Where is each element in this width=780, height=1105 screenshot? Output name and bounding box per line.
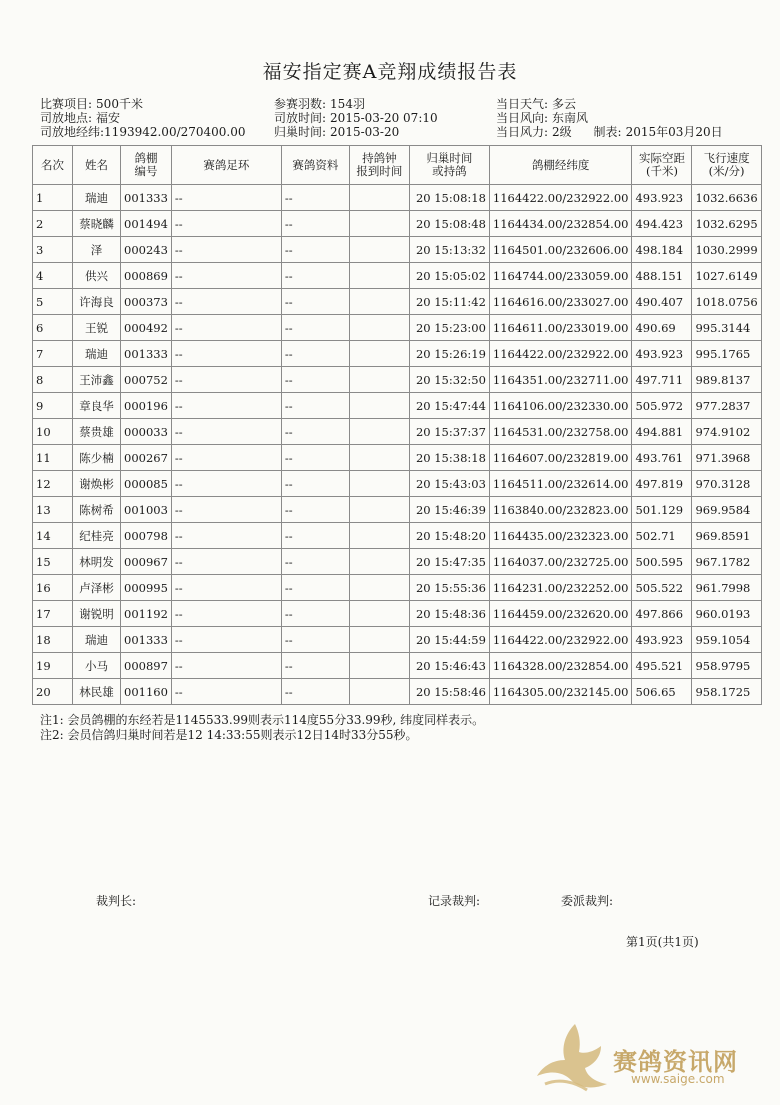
cell-rank: 8 — [33, 367, 73, 393]
cell-name: 纪桂亮 — [73, 523, 121, 549]
header-speed-line1: 飞行速度 — [703, 151, 750, 165]
cell-loft: 000897 — [121, 653, 172, 679]
info-event — [40, 97, 143, 111]
cell-coords: 1164328.00/232854.00 — [489, 653, 632, 679]
cell-name: 谢焕彬 — [73, 471, 121, 497]
cell-coords: 1164422.00/232922.00 — [489, 185, 632, 211]
cell-coords: 1164607.00/232819.00 — [489, 445, 632, 471]
cell-return-time: 20 15:23:00 — [409, 315, 489, 341]
cell-rank: 18 — [33, 627, 73, 653]
cell-info: -- — [281, 601, 349, 627]
table-row — [33, 653, 762, 679]
cell-speed: 969.8591 — [692, 523, 761, 549]
cell-ring: -- — [171, 185, 281, 211]
cell-rank: 2 — [33, 211, 73, 237]
info-event-value: 500千米 — [96, 97, 143, 111]
info-coords — [40, 125, 246, 139]
page-number: 第1页(共1页) — [626, 935, 699, 949]
cell-return-time: 20 15:55:36 — [409, 575, 489, 601]
info-coords-label: 司放地经纬: — [40, 125, 105, 139]
cell-name: 卢泽彬 — [73, 575, 121, 601]
cell-coords: 1164531.00/232758.00 — [489, 419, 632, 445]
cell-distance: 506.65 — [632, 679, 692, 705]
cell-coords: 1164422.00/232922.00 — [489, 341, 632, 367]
cell-return-time: 20 15:46:43 — [409, 653, 489, 679]
table-row — [33, 367, 762, 393]
info-place — [40, 111, 120, 125]
cell-distance: 501.129 — [632, 497, 692, 523]
cell-info: -- — [281, 549, 349, 575]
cell-ring: -- — [171, 367, 281, 393]
cell-speed: 1032.6636 — [692, 185, 761, 211]
cell-clock — [349, 601, 409, 627]
table-row — [33, 211, 762, 237]
cell-ring: -- — [171, 211, 281, 237]
cell-clock — [349, 575, 409, 601]
cell-name: 蔡贵雄 — [73, 419, 121, 445]
cell-clock — [349, 393, 409, 419]
note-1: 注1: 会员鸽棚的东经若是1145533.99则表示114度55分33.99秒, 纬度同样表示。 — [40, 713, 485, 727]
cell-info: -- — [281, 497, 349, 523]
header-loft-line1: 鸽棚 — [134, 151, 158, 165]
cell-name: 王沛鑫 — [73, 367, 121, 393]
cell-distance: 494.423 — [632, 211, 692, 237]
info-place-label: 司放地点: — [40, 111, 93, 125]
cell-info: -- — [281, 237, 349, 263]
signature-recorder: 记录裁判: — [428, 894, 481, 908]
cell-name: 陈少楠 — [73, 445, 121, 471]
header-clock-line2: 报到时间 — [356, 164, 403, 178]
header-distance-line1: 实际空距 — [638, 151, 685, 165]
cell-distance: 505.972 — [632, 393, 692, 419]
header-ring: 赛鸽足环 — [171, 146, 281, 185]
cell-clock — [349, 471, 409, 497]
cell-clock — [349, 185, 409, 211]
cell-return-time: 20 15:26:19 — [409, 341, 489, 367]
cell-speed: 967.1782 — [692, 549, 761, 575]
cell-info: -- — [281, 393, 349, 419]
cell-coords: 1164611.00/233019.00 — [489, 315, 632, 341]
cell-rank: 1 — [33, 185, 73, 211]
info-made-value: 2015年03月20日 — [625, 125, 723, 139]
cell-name: 小马 — [73, 653, 121, 679]
cell-distance: 494.881 — [632, 419, 692, 445]
cell-rank: 9 — [33, 393, 73, 419]
cell-loft: 000492 — [121, 315, 172, 341]
cell-name: 供兴 — [73, 263, 121, 289]
page-title: 福安指定赛A竞翔成绩报告表 — [262, 61, 518, 83]
cell-speed: 959.1054 — [692, 627, 761, 653]
table-row — [33, 523, 762, 549]
cell-ring: -- — [171, 575, 281, 601]
cell-speed: 977.2837 — [692, 393, 761, 419]
cell-ring: -- — [171, 263, 281, 289]
cell-ring: -- — [171, 393, 281, 419]
cell-clock — [349, 289, 409, 315]
header-clock-line1: 持鸽钟 — [362, 151, 397, 165]
cell-loft: 001192 — [121, 601, 172, 627]
cell-rank: 3 — [33, 237, 73, 263]
cell-loft: 000033 — [121, 419, 172, 445]
cell-loft: 000085 — [121, 471, 172, 497]
cell-rank: 15 — [33, 549, 73, 575]
cell-info: -- — [281, 471, 349, 497]
cell-distance: 502.71 — [632, 523, 692, 549]
cell-name: 林明发 — [73, 549, 121, 575]
cell-coords: 1164616.00/233027.00 — [489, 289, 632, 315]
cell-ring: -- — [171, 419, 281, 445]
cell-clock — [349, 315, 409, 341]
cell-ring: -- — [171, 523, 281, 549]
cell-rank: 4 — [33, 263, 73, 289]
cell-ring: -- — [171, 445, 281, 471]
cell-ring: -- — [171, 549, 281, 575]
cell-return-time: 20 15:47:35 — [409, 549, 489, 575]
header-clock — [349, 146, 409, 185]
cell-return-time: 20 15:08:48 — [409, 211, 489, 237]
info-wind-dir-value: 东南风 — [552, 111, 589, 125]
pigeon-logo-icon — [535, 1020, 615, 1095]
cell-return-time: 20 15:08:18 — [409, 185, 489, 211]
info-return — [274, 125, 399, 139]
cell-distance: 490.407 — [632, 289, 692, 315]
cell-info: -- — [281, 315, 349, 341]
cell-info: -- — [281, 211, 349, 237]
cell-speed: 974.9102 — [692, 419, 761, 445]
cell-return-time: 20 15:13:32 — [409, 237, 489, 263]
cell-info: -- — [281, 523, 349, 549]
cell-speed: 989.8137 — [692, 367, 761, 393]
table-row — [33, 549, 762, 575]
header-speed — [692, 146, 761, 185]
cell-ring: -- — [171, 601, 281, 627]
info-weather-label: 当日天气: — [496, 97, 549, 111]
table-row — [33, 289, 762, 315]
cell-coords: 1164459.00/232620.00 — [489, 601, 632, 627]
cell-coords: 1163840.00/232823.00 — [489, 497, 632, 523]
cell-ring: -- — [171, 341, 281, 367]
cell-coords: 1164037.00/232725.00 — [489, 549, 632, 575]
cell-coords: 1164434.00/232854.00 — [489, 211, 632, 237]
header-distance — [632, 146, 692, 185]
cell-return-time: 20 15:37:37 — [409, 419, 489, 445]
info-count — [274, 97, 365, 111]
table-row — [33, 471, 762, 497]
table-row — [33, 419, 762, 445]
cell-speed: 995.3144 — [692, 315, 761, 341]
cell-rank: 7 — [33, 341, 73, 367]
header-name: 姓名 — [73, 146, 121, 185]
cell-loft: 000196 — [121, 393, 172, 419]
cell-name: 林民雄 — [73, 679, 121, 705]
table-row — [33, 601, 762, 627]
note-2: 注2: 会员信鸽归巢时间若是12 14:33:55则表示12日14时33分55秒。 — [40, 728, 418, 742]
cell-distance: 497.819 — [632, 471, 692, 497]
cell-rank: 17 — [33, 601, 73, 627]
table-row — [33, 575, 762, 601]
cell-distance: 488.151 — [632, 263, 692, 289]
watermark-text: 赛鸽资讯网 — [613, 1048, 738, 1076]
cell-ring: -- — [171, 653, 281, 679]
cell-speed: 970.3128 — [692, 471, 761, 497]
cell-clock — [349, 367, 409, 393]
cell-name: 泽 — [73, 237, 121, 263]
info-wind-force — [496, 125, 723, 139]
cell-info: -- — [281, 289, 349, 315]
cell-info: -- — [281, 419, 349, 445]
cell-ring: -- — [171, 289, 281, 315]
cell-return-time: 20 15:46:39 — [409, 497, 489, 523]
cell-coords: 1164501.00/232606.00 — [489, 237, 632, 263]
cell-clock — [349, 679, 409, 705]
cell-distance: 498.184 — [632, 237, 692, 263]
cell-distance: 497.866 — [632, 601, 692, 627]
cell-name: 谢锐明 — [73, 601, 121, 627]
cell-clock — [349, 419, 409, 445]
info-place-value: 福安 — [96, 111, 121, 125]
cell-distance: 493.923 — [632, 341, 692, 367]
cell-rank: 12 — [33, 471, 73, 497]
cell-speed: 960.0193 — [692, 601, 761, 627]
cell-info: -- — [281, 185, 349, 211]
table-row — [33, 237, 762, 263]
table-row — [33, 497, 762, 523]
cell-loft: 000798 — [121, 523, 172, 549]
cell-return-time: 20 15:11:42 — [409, 289, 489, 315]
cell-rank: 14 — [33, 523, 73, 549]
cell-info: -- — [281, 263, 349, 289]
cell-loft: 001494 — [121, 211, 172, 237]
header-info: 赛鸽资料 — [281, 146, 349, 185]
cell-rank: 20 — [33, 679, 73, 705]
cell-coords: 1164744.00/233059.00 — [489, 263, 632, 289]
cell-coords: 1164511.00/232614.00 — [489, 471, 632, 497]
cell-distance: 490.69 — [632, 315, 692, 341]
cell-clock — [349, 445, 409, 471]
cell-name: 许海良 — [73, 289, 121, 315]
info-release-value: 2015-03-20 07:10 — [330, 111, 438, 125]
info-wind-dir — [496, 111, 588, 125]
info-return-label: 归巢时间: — [274, 125, 327, 139]
cell-coords: 1164351.00/232711.00 — [489, 367, 632, 393]
cell-loft: 001333 — [121, 185, 172, 211]
cell-speed: 1030.2999 — [692, 237, 761, 263]
cell-loft: 001333 — [121, 341, 172, 367]
cell-rank: 6 — [33, 315, 73, 341]
cell-rank: 19 — [33, 653, 73, 679]
cell-info: -- — [281, 575, 349, 601]
cell-return-time: 20 15:32:50 — [409, 367, 489, 393]
cell-clock — [349, 627, 409, 653]
cell-return-time: 20 15:48:20 — [409, 523, 489, 549]
cell-speed: 958.9795 — [692, 653, 761, 679]
results-table — [32, 145, 762, 705]
cell-ring: -- — [171, 315, 281, 341]
info-wind-force-label: 当日风力: — [496, 125, 549, 139]
cell-loft: 001003 — [121, 497, 172, 523]
info-count-label: 参赛羽数: — [274, 97, 327, 111]
info-weather-value: 多云 — [552, 97, 577, 111]
cell-loft: 000752 — [121, 367, 172, 393]
table-row — [33, 263, 762, 289]
cell-info: -- — [281, 341, 349, 367]
cell-info: -- — [281, 679, 349, 705]
cell-rank: 11 — [33, 445, 73, 471]
cell-speed: 961.7998 — [692, 575, 761, 601]
header-distance-line2: (千米) — [645, 164, 678, 178]
cell-distance: 493.923 — [632, 185, 692, 211]
cell-clock — [349, 211, 409, 237]
cell-rank: 13 — [33, 497, 73, 523]
cell-name: 瑞迪 — [73, 627, 121, 653]
cell-ring: -- — [171, 237, 281, 263]
cell-clock — [349, 549, 409, 575]
cell-speed: 995.1765 — [692, 341, 761, 367]
table-row — [33, 445, 762, 471]
cell-loft: 001333 — [121, 627, 172, 653]
header-return — [409, 146, 489, 185]
cell-return-time: 20 15:44:59 — [409, 627, 489, 653]
info-weather — [496, 97, 576, 111]
cell-return-time: 20 15:38:18 — [409, 445, 489, 471]
cell-loft: 000243 — [121, 237, 172, 263]
cell-speed: 1032.6295 — [692, 211, 761, 237]
table-row — [33, 627, 762, 653]
table-row — [33, 341, 762, 367]
cell-coords: 1164231.00/232252.00 — [489, 575, 632, 601]
cell-rank: 10 — [33, 419, 73, 445]
cell-name: 瑞迪 — [73, 341, 121, 367]
cell-info: -- — [281, 367, 349, 393]
cell-loft: 000995 — [121, 575, 172, 601]
cell-return-time: 20 15:47:44 — [409, 393, 489, 419]
cell-distance: 493.761 — [632, 445, 692, 471]
table-row — [33, 393, 762, 419]
cell-speed: 971.3968 — [692, 445, 761, 471]
signature-chief-judge: 裁判长: — [96, 894, 137, 908]
table-row — [33, 185, 762, 211]
cell-loft: 000869 — [121, 263, 172, 289]
cell-loft: 000373 — [121, 289, 172, 315]
header-rank: 名次 — [33, 146, 73, 185]
table-row — [33, 679, 762, 705]
table-row — [33, 315, 762, 341]
info-coords-value: 1193942.00/270400.00 — [104, 125, 246, 139]
cell-distance: 497.711 — [632, 367, 692, 393]
info-made-label: 制表: — [593, 125, 622, 139]
info-return-value: 2015-03-20 — [330, 125, 400, 139]
cell-ring: -- — [171, 497, 281, 523]
table-header-row — [33, 146, 762, 185]
cell-distance: 495.521 — [632, 653, 692, 679]
cell-ring: -- — [171, 471, 281, 497]
header-loft — [121, 146, 172, 185]
cell-speed: 1018.0756 — [692, 289, 761, 315]
cell-ring: -- — [171, 627, 281, 653]
signature-assigned-judge: 委派裁判: — [561, 894, 614, 908]
cell-rank: 16 — [33, 575, 73, 601]
header-return-line2: 或持鸽 — [432, 164, 467, 178]
table-body — [33, 185, 762, 705]
info-count-value: 154羽 — [330, 97, 365, 111]
cell-distance: 500.595 — [632, 549, 692, 575]
cell-return-time: 20 15:05:02 — [409, 263, 489, 289]
cell-clock — [349, 653, 409, 679]
cell-coords: 1164106.00/232330.00 — [489, 393, 632, 419]
cell-coords: 1164435.00/232323.00 — [489, 523, 632, 549]
cell-name: 瑞迪 — [73, 185, 121, 211]
cell-clock — [349, 497, 409, 523]
cell-ring: -- — [171, 679, 281, 705]
cell-speed: 958.1725 — [692, 679, 761, 705]
cell-speed: 1027.6149 — [692, 263, 761, 289]
cell-loft: 000967 — [121, 549, 172, 575]
header-loft-line2: 编号 — [134, 164, 158, 178]
info-wind-dir-label: 当日风向: — [496, 111, 549, 125]
cell-name: 章良华 — [73, 393, 121, 419]
cell-return-time: 20 15:48:36 — [409, 601, 489, 627]
cell-info: -- — [281, 653, 349, 679]
watermark — [535, 1020, 770, 1095]
cell-distance: 493.923 — [632, 627, 692, 653]
cell-coords: 1164422.00/232922.00 — [489, 627, 632, 653]
header-speed-line2: (米/分) — [708, 164, 745, 178]
header-return-line1: 归巢时间 — [426, 151, 473, 165]
cell-loft: 000267 — [121, 445, 172, 471]
cell-name: 蔡晓麟 — [73, 211, 121, 237]
info-wind-force-value: 2级 — [552, 125, 572, 139]
cell-info: -- — [281, 445, 349, 471]
cell-return-time: 20 15:58:46 — [409, 679, 489, 705]
watermark-url: www.saige.com — [631, 1072, 725, 1086]
cell-clock — [349, 263, 409, 289]
cell-distance: 505.522 — [632, 575, 692, 601]
cell-name: 陈树希 — [73, 497, 121, 523]
cell-speed: 969.9584 — [692, 497, 761, 523]
header-coords: 鸽棚经纬度 — [489, 146, 632, 185]
info-release-label: 司放时间: — [274, 111, 327, 125]
cell-clock — [349, 237, 409, 263]
cell-name: 王锐 — [73, 315, 121, 341]
cell-info: -- — [281, 627, 349, 653]
cell-clock — [349, 341, 409, 367]
cell-loft: 001160 — [121, 679, 172, 705]
cell-coords: 1164305.00/232145.00 — [489, 679, 632, 705]
cell-clock — [349, 523, 409, 549]
info-event-label: 比赛项目: — [40, 97, 93, 111]
cell-rank: 5 — [33, 289, 73, 315]
info-release — [274, 111, 438, 125]
cell-return-time: 20 15:43:03 — [409, 471, 489, 497]
